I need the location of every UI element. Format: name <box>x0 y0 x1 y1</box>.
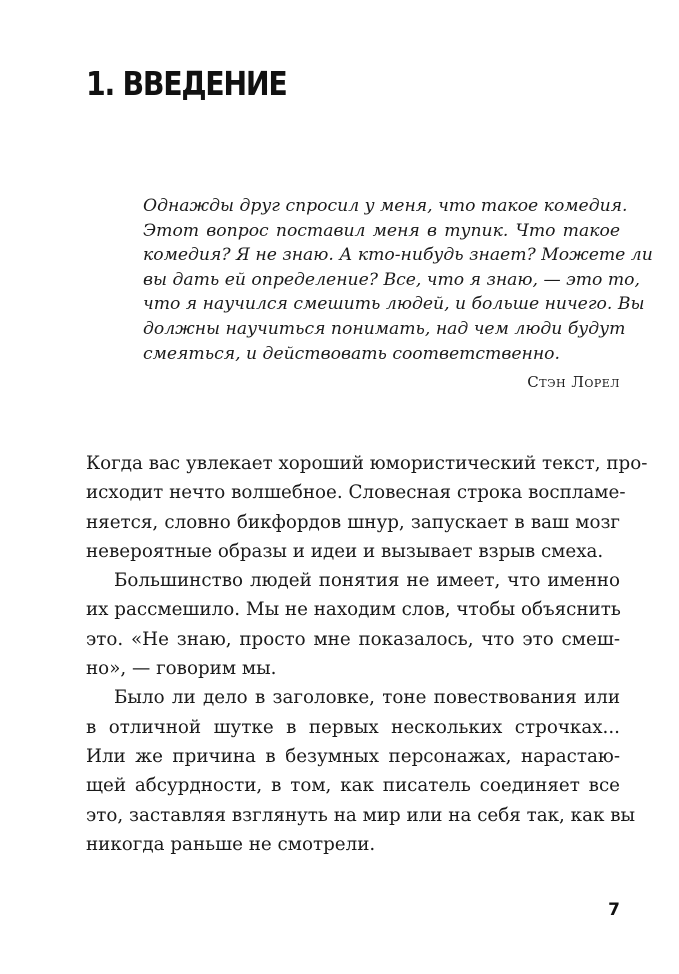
text-line: исходит нечто волшебное. Словесная строка воспламе- <box>86 482 626 504</box>
page-number: 7 <box>608 900 620 920</box>
epigraph-line: смеяться, и действовать соответственно. <box>143 343 560 364</box>
text-line: в отличной шутке в первых нескольких строчках... <box>86 716 620 738</box>
paragraph <box>86 449 648 566</box>
text-line: это. «Не знаю, просто мне показалось, что это смеш- <box>86 628 620 650</box>
epigraph-line: должны научиться понимать, над чем люди будут <box>143 318 626 339</box>
epigraph <box>143 194 653 392</box>
text-line: никогда раньше не смотрели. <box>86 833 376 855</box>
epigraph-author: Стэн Лорел <box>527 373 620 392</box>
paragraph <box>86 566 620 683</box>
epigraph-line: вы дать ей определение? Все, что я знаю, — это то, <box>143 269 640 290</box>
paragraph <box>86 683 636 859</box>
chapter-title: 1. ВВЕДЕНИЕ <box>86 64 287 103</box>
epigraph-quote <box>143 194 653 366</box>
text-line: их рассмешило. Мы не находим слов, чтобы объяснить <box>86 599 621 621</box>
text-line: няется, словно бикфордов шнур, запускает в ваш мозг <box>86 511 620 533</box>
body-text <box>86 449 648 859</box>
epigraph-line: Однажды друг спросил у меня, что такое комедия. <box>143 196 628 216</box>
text-line: Было ли дело в заголовке, тоне повествования или <box>114 687 620 709</box>
epigraph-line: что я научился смешить людей, и больше ничего. Вы <box>143 294 645 315</box>
text-line: Или же причина в безумных персонажах, нарастаю- <box>86 745 620 767</box>
text-line: но», — говорим мы. <box>86 658 277 680</box>
text-line: Когда вас увлекает хороший юмористический текст, про- <box>86 453 648 474</box>
epigraph-line: Этот вопрос поставил меня в тупик. Что такое <box>143 220 620 241</box>
epigraph-line: комедия? Я не знаю. А кто-нибудь знает? Можете ли <box>143 245 653 266</box>
text-line: невероятные образы и идеи и вызывает взрыв смеха. <box>86 540 604 562</box>
text-line: щей абсурдности, в том, как писатель соединяет все <box>86 775 620 797</box>
text-line: Большинство людей понятия не имеет, что именно <box>114 570 620 592</box>
text-line: это, заставляя взглянуть на мир или на себя так, как вы <box>86 804 636 826</box>
